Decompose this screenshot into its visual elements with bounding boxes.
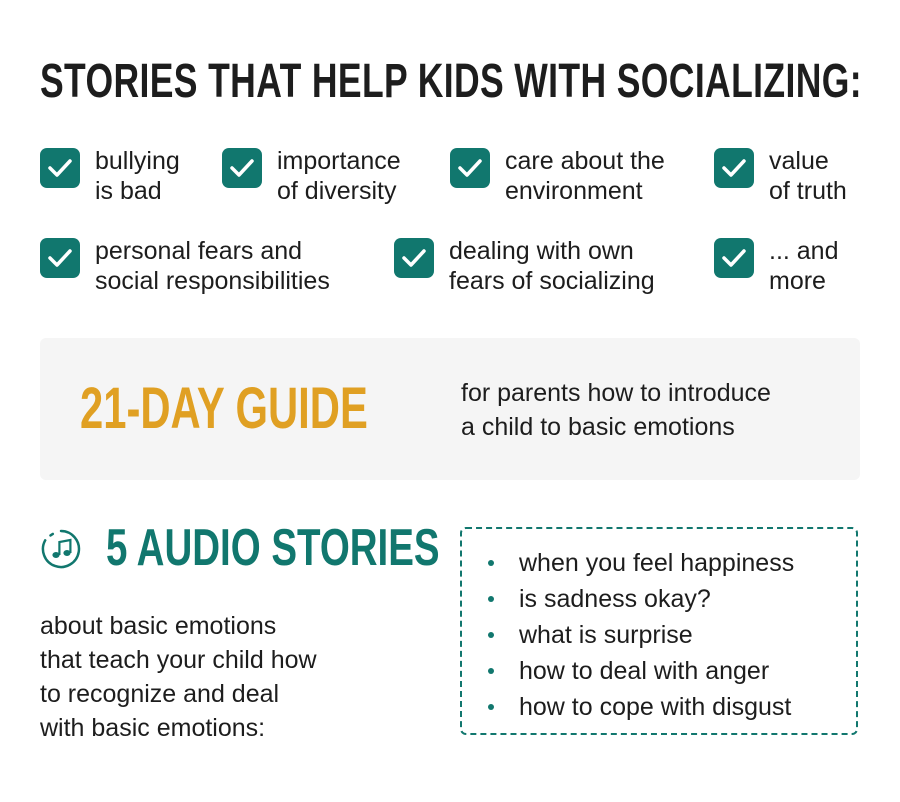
story-label: how to cope with disgust: [519, 692, 792, 721]
topic-label: care about the environment: [505, 147, 665, 205]
check-icon: [450, 148, 490, 188]
topic-label: dealing with own fears of socializing: [449, 237, 655, 295]
audio-description: about basic emotions that teach your child how to recognize and deal with basic emotions:: [40, 612, 317, 742]
topic-item: [222, 146, 401, 206]
guide-title: 21-DAY GUIDE: [80, 376, 368, 441]
topic-label: importance of diversity: [277, 147, 401, 205]
topic-label: bullying is bad: [95, 147, 180, 205]
topic-label: personal fears and social responsibilities: [95, 237, 330, 295]
bullet-icon: [488, 560, 494, 566]
topic-item: [714, 146, 847, 206]
check-icon: [394, 238, 434, 278]
list-item: [488, 689, 856, 725]
story-label: what is surprise: [519, 620, 693, 649]
check-icon: [40, 238, 80, 278]
story-label: is sadness okay?: [519, 584, 711, 613]
topic-item: [450, 146, 665, 206]
topic-item: [40, 146, 180, 206]
list-item: [488, 545, 856, 581]
topic-label: value of truth: [769, 147, 847, 205]
topic-item: [394, 236, 655, 296]
list-item: [488, 617, 856, 653]
list-item: [488, 581, 856, 617]
check-icon: [40, 148, 80, 188]
guide-description: for parents how to introduce a child to basic emotions: [461, 379, 771, 441]
audio-title: 5 AUDIO STORIES: [106, 519, 440, 577]
music-note-icon: [40, 528, 82, 570]
story-label: when you feel happiness: [519, 548, 795, 577]
topic-item: [714, 236, 839, 296]
stories-list: [462, 529, 856, 725]
list-item: [488, 653, 856, 689]
bullet-icon: [488, 632, 494, 638]
topic-label: ... and more: [769, 237, 839, 295]
check-icon: [714, 238, 754, 278]
page-title: STORIES THAT HELP KIDS WITH SOCIALIZING:: [40, 55, 862, 108]
bullet-icon: [488, 596, 494, 602]
story-label: how to deal with anger: [519, 656, 770, 685]
bullet-icon: [488, 704, 494, 710]
check-icon: [714, 148, 754, 188]
stories-box: [460, 527, 858, 735]
check-icon: [222, 148, 262, 188]
topic-item: [40, 236, 330, 296]
bullet-icon: [488, 668, 494, 674]
